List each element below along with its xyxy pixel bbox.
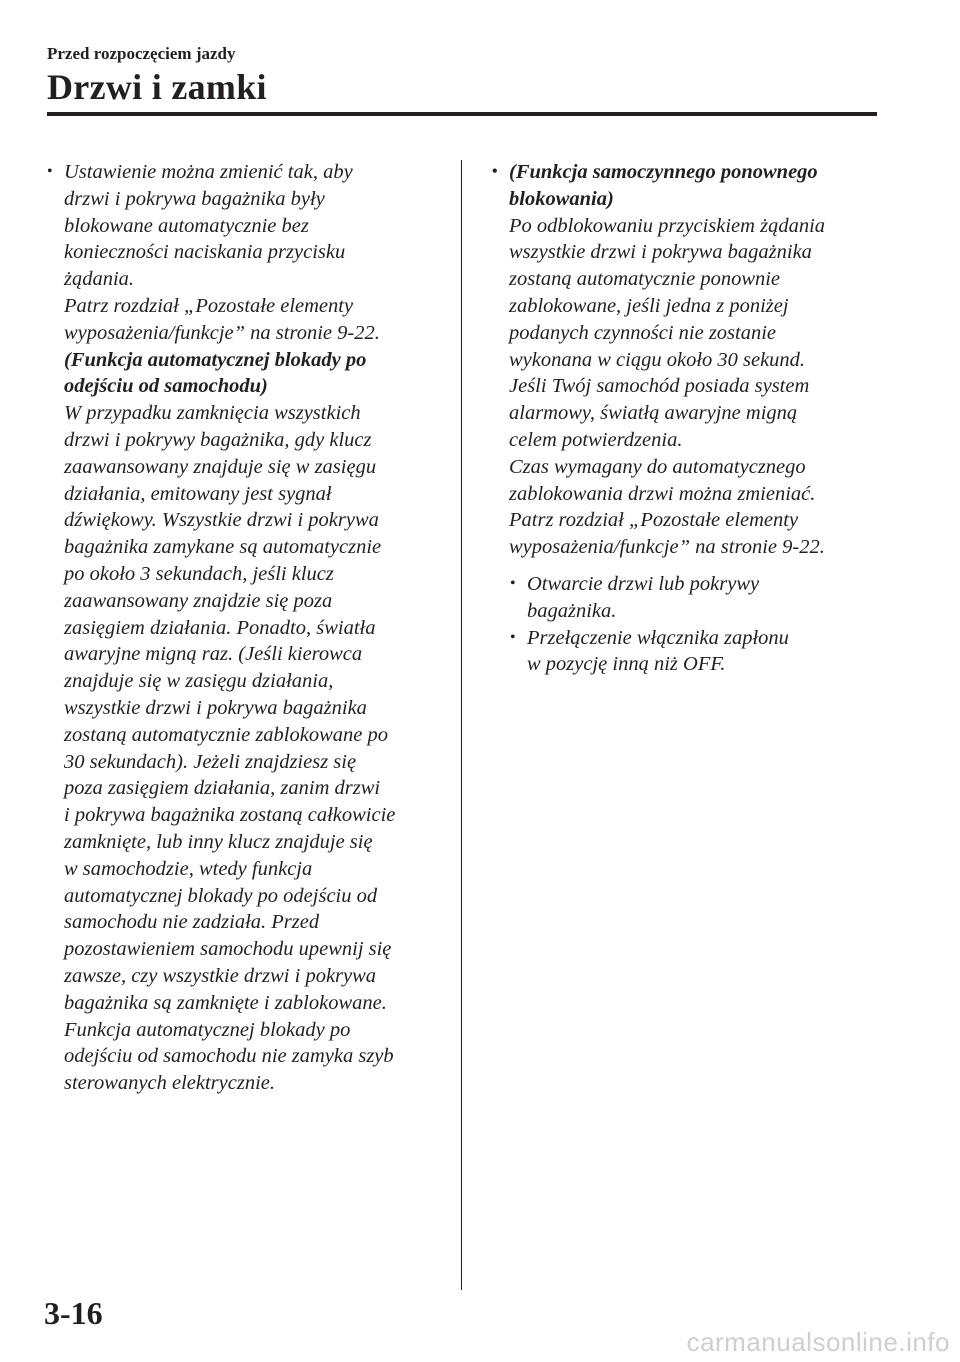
- auto-lock-heading: (Funkcja automatycznej blokady po odejściu od samochodu): [64, 348, 367, 398]
- header-divider: [47, 112, 877, 116]
- breadcrumb: Przed rozpoczęciem jazdy: [47, 44, 236, 63]
- right-column: [492, 159, 867, 678]
- relock-body: Po odblokowaniu przyciskiem żądania wszystkie drzwi i pokrywa bagażnika zostaną automatycznie ponownie zablokowane, jeśli jedna z poniżej podanych czynności nie zostanie wykonana w ciągu około 30 sekund. Jeśli Twój samochód posiada system alarmowy, światłą awaryjne migną celem potwierdzenia. Czas wymagany do automatycznego zablokowania drzwi można zmieniać. Patrz rozdział „Pozostałe elementy wyposażenia/funkcje” na stronie 9-22.: [509, 214, 826, 559]
- list-item: • Przełączenie włącznika zapłonu w pozycję inną niż OFF.: [492, 625, 867, 679]
- intro-bullet: • Ustawienie można zmienić tak, aby drzwi i pokrywa bagażnika były blokowane automatycznie bez konieczności naciskania przycisku żądania. Patrz rozdział „Pozostałe elementy wyposażenia/funkcje” na stronie 9-22.: [47, 159, 447, 347]
- page-header: [47, 44, 879, 108]
- auto-lock-body: W przypadku zamknięcia wszystkich drzwi i pokrywy bagażnika, gdy klucz zaawansowany znajduje się w zasięgu działania, emitowany jest sygnał dźwiękowy. Wszystkie drzwi i pokrywa bagażnika zamykane są automatycznie po około 3 sekundach, jeśli klucz zaawansowany znajdzie się poza zasięgiem działania. Ponadto, światła awaryjne migną raz. (Jeśli kierowca znajduje się w zasięgu działania, wszystkie drzwi i pokrywa bagażnika zostaną automatycznie zablokowane po 30 sekundach). Jeżeli znajdziesz się poza zasięgiem działania, zanim drzwi i pokrywa bagażnika zostaną całkowicie zamknięte, lub inny klucz znajduje się w samochodzie, wtedy funkcja automatycznej blokady po odejściu od samochodu nie zadziała. Przed pozostawieniem samochodu upewnij się zawsze, czy wszystkie drzwi i pokrywa bagażnika są zamknięte i zablokowane. Funkcja automatycznej blokady po odejściu od samochodu nie zamyka szyb sterowanych elektrycznie.: [64, 402, 396, 1095]
- column-divider: [461, 160, 462, 1290]
- page-title: Drzwi i zamki: [47, 67, 267, 107]
- list-item: • Otwarcie drzwi lub pokrywy bagażnika.: [492, 571, 867, 625]
- left-column: [47, 159, 447, 1097]
- page-number: 3-16: [44, 1295, 103, 1331]
- relock-heading: • (Funkcja samoczynnego ponownego blokowania): [492, 159, 867, 213]
- relock-conditions-list: [492, 571, 867, 678]
- watermark: carmanualsonline.info: [686, 1327, 950, 1357]
